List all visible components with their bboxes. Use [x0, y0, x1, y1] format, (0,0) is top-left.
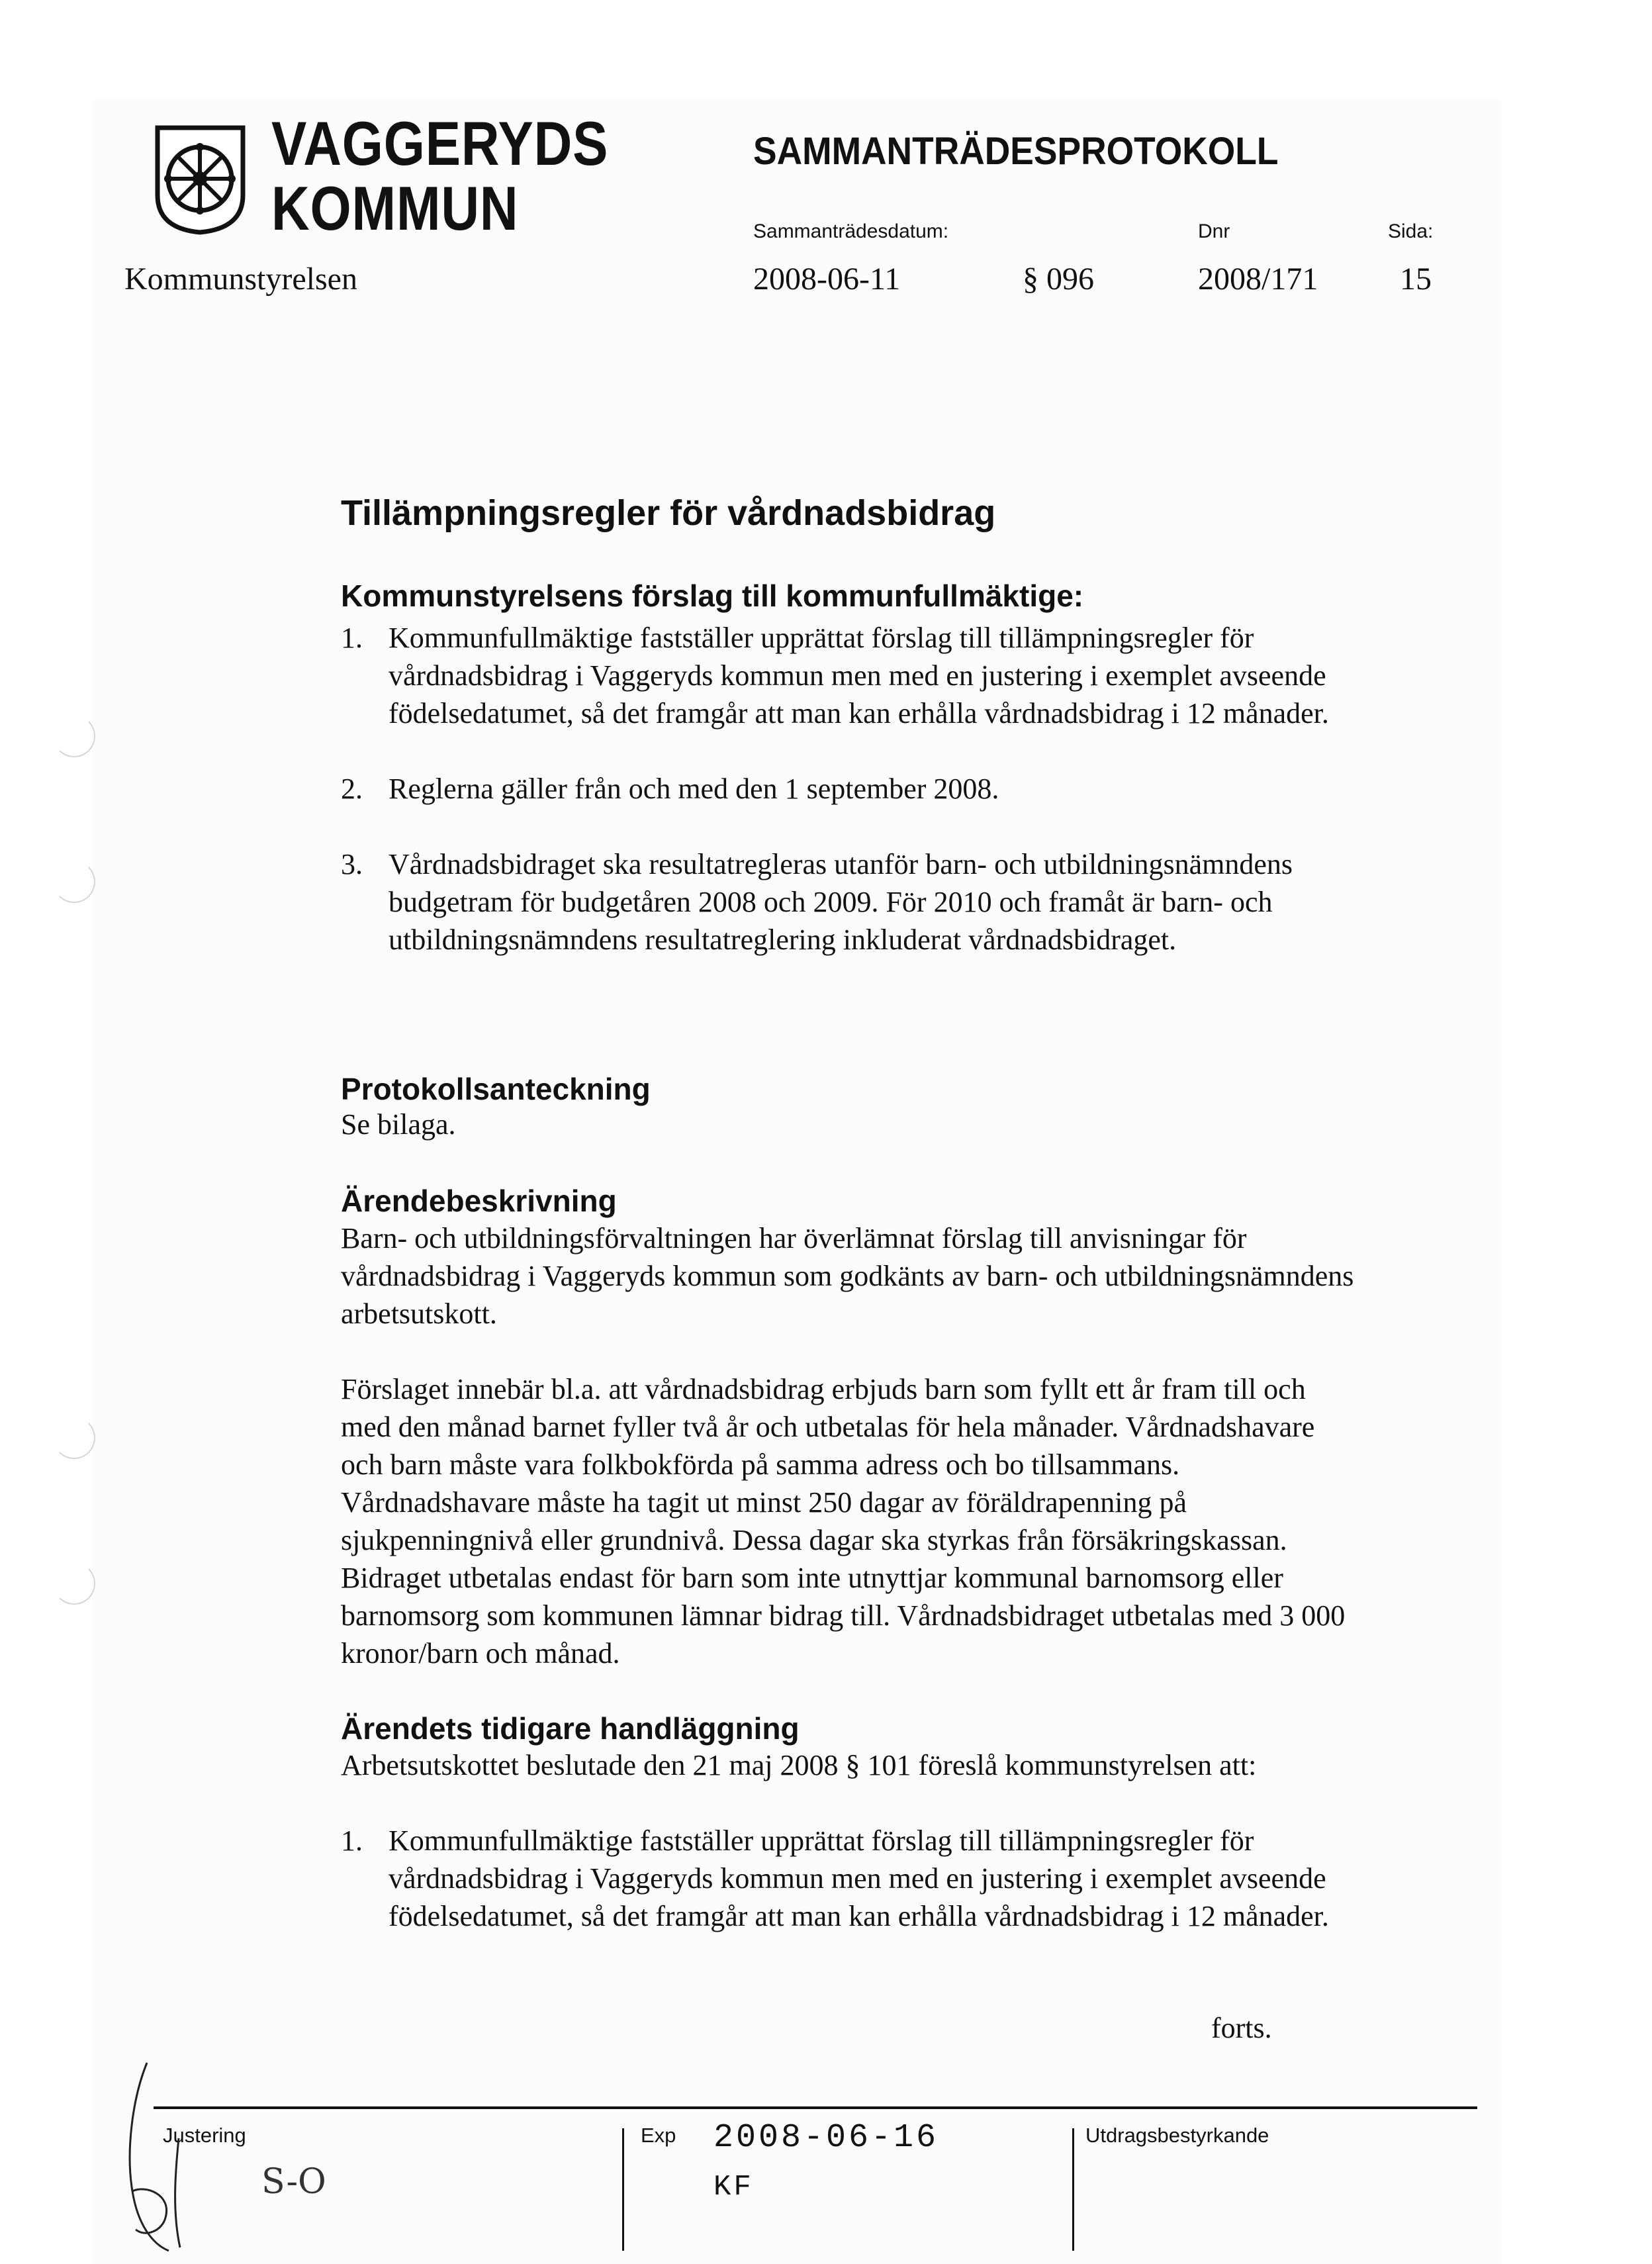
- proposal-list: [341, 619, 1373, 959]
- proposal-item-number: 3.: [341, 848, 363, 880]
- paragraph-number: § 096: [1023, 261, 1094, 297]
- extract-certification-label: Utdragsbestyrkande: [1085, 2124, 1269, 2147]
- document-title: SAMMANTRÄDESPROTOKOLL: [753, 130, 1279, 173]
- footer-divider: [1072, 2128, 1074, 2251]
- history-item-number: 1.: [341, 1824, 363, 1857]
- proposal-item-text: Kommunfullmäktige fastställer upprättat förslag till tillämpningsregler för vårdnadsbidrag i Vaggeryds kommun men med en justering i exemplet avseende födelsedatumet, så det framgår att man kan erhålla vårdnadsbidrag i 12 månader.: [389, 622, 1329, 730]
- justering-label: Justering: [163, 2124, 246, 2147]
- exp-date-stamp: 2008-06-16: [713, 2119, 939, 2157]
- meeting-date: 2008-06-11: [753, 261, 901, 297]
- page-label: Sida:: [1388, 220, 1434, 242]
- history-intro: Arbetsutskottet beslutade den 21 maj 2008 § 101 föreslå kommunstyrelsen att:: [341, 1749, 1257, 1781]
- punch-hole-mark: [53, 1417, 95, 1459]
- history-heading: Ärendets tidigare handläggning: [341, 1711, 800, 1746]
- handwritten-initials: S-O: [261, 2162, 326, 2202]
- proposal-item: [341, 845, 1373, 959]
- page-number: 15: [1400, 261, 1432, 297]
- org-name-line1: VAGGERYDS: [271, 109, 609, 178]
- proposal-item: [341, 770, 1373, 808]
- dnr-value: 2008/171: [1198, 261, 1318, 297]
- continued-marker: forts.: [1211, 2012, 1272, 2044]
- document-heading: Tillämpningsregler för vårdnadsbidrag: [341, 493, 996, 533]
- dnr-label: Dnr: [1198, 220, 1230, 242]
- description-heading: Ärendebeskrivning: [341, 1184, 617, 1218]
- footer-rule: [154, 2106, 1477, 2109]
- exp-recipient: KF: [713, 2171, 754, 2204]
- proposal-item-text: Reglerna gäller från och med den 1 september 2008.: [389, 773, 999, 805]
- proposal-item-text: Vårdnadsbidraget ska resultatregleras utanför barn- och utbildningsnämndens budgetram för budgetåren 2008 och 2009. För 2010 och framåt är barn- och utbildningsnämndens resultatreglering inkluderat vårdnadsbidraget.: [389, 848, 1293, 956]
- org-name-line2: KOMMUN: [271, 173, 519, 243]
- body-name: Kommunstyrelsen: [124, 261, 357, 297]
- punch-hole-mark: [53, 715, 95, 757]
- municipality-crest-icon: [152, 122, 248, 235]
- exp-label: Exp: [641, 2124, 676, 2147]
- punch-hole-mark: [53, 1562, 95, 1605]
- punch-hole-mark: [53, 861, 95, 903]
- meeting-date-label: Sammanträdesdatum:: [753, 220, 949, 242]
- description-paragraph: Barn- och utbildningsförvaltningen har överlämnat förslag till anvisningar för vårdnadsbidrag i Vaggeryds kommun som godkänts av barn- och utbildningsnämndens arbetsutskott.: [341, 1222, 1354, 1330]
- note-heading: Protokollsanteckning: [341, 1072, 651, 1106]
- page-background: [93, 99, 1502, 2264]
- proposal-item: [341, 619, 1373, 732]
- history-item: [341, 1822, 1373, 1935]
- history-item-text: Kommunfullmäktige fastställer upprättat förslag till tillämpningsregler för vårdnadsbidrag i Vaggeryds kommun men med en justering i exemplet avseende födelsedatumet, så det framgår att man kan erhålla vårdnadsbidrag i 12 månader.: [389, 1824, 1329, 1932]
- history-list: [341, 1822, 1373, 1935]
- proposal-item-number: 2.: [341, 773, 363, 805]
- note-text: Se bilaga.: [341, 1108, 456, 1141]
- description-paragraph: Förslaget innebär bl.a. att vårdnadsbidrag erbjuds barn som fyllt ett år fram till och med den månad barnet fyller två år och utbetalas för hela månader. Vårdnadshavare och barn måste vara folkbokförda på samma adress och bo tillsammans. Vårdnadshavare måste ha tagit ut minst 250 dagar av föräldrapenning på sjukpenningnivå eller grundnivå. Dessa dagar ska styrkas från försäkringskassan. Bidraget utbetalas endast för barn som inte utnyttjar kommunal barnomsorg eller barnomsorg som kommunen lämnar bidrag till. Vårdnadsbidraget utbetalas med 3 000 kronor/barn och månad.: [341, 1373, 1346, 1670]
- handwritten-signature: [106, 2059, 212, 2257]
- proposal-heading: Kommunstyrelsens förslag till kommunfullmäktige:: [341, 579, 1084, 613]
- proposal-item-number: 1.: [341, 622, 363, 654]
- footer-divider: [622, 2128, 624, 2251]
